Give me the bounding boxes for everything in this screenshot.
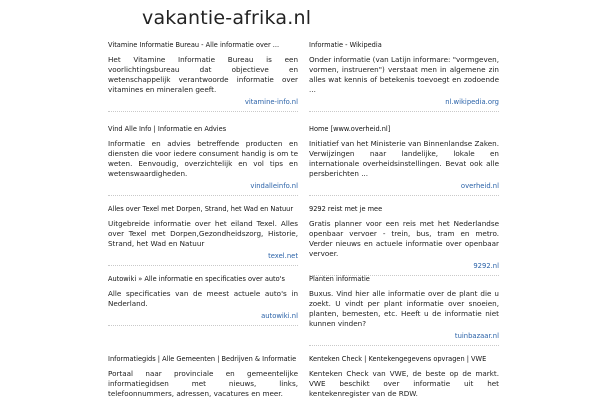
result-card	[309, 354, 499, 414]
result-link[interactable]: autowiki.nl	[261, 312, 298, 320]
result-card	[108, 40, 298, 124]
result-title[interactable]: Informatie - Wikipedia	[309, 41, 382, 49]
divider	[108, 195, 298, 196]
divider	[108, 325, 298, 326]
result-title[interactable]: Planten informatie	[309, 275, 370, 283]
divider	[108, 265, 298, 266]
result-description: Gratis planner voor een reis met het Nederlandse openbaar vervoer - trein, bus, tram en metro. Verder nieuws en actuele informatie over openbaar vervoer.	[309, 219, 499, 258]
result-description: Onder informatie (van Latijn informare: "vormgeven, vormen, instrueren") verstaat men in algemene zin alles wat kennis of betekenis toevoegt en zodoende ...	[309, 55, 499, 94]
result-title[interactable]: Vind Alle Info | Informatie en Advies	[108, 125, 227, 133]
result-title[interactable]: Vitamine Informatie Bureau - Alle informatie over ...	[108, 41, 280, 49]
result-title[interactable]: Kenteken Check | Kentekengegevens opvragen | VWE	[309, 355, 487, 363]
result-title[interactable]: 9292 reist met je mee	[309, 205, 383, 213]
result-title[interactable]: Home [www.overheid.nl]	[309, 125, 391, 133]
result-link[interactable]: 9292.nl	[473, 262, 499, 270]
result-link[interactable]: overheid.nl	[460, 182, 499, 190]
divider	[309, 345, 499, 346]
result-description: Informatie en advies betreffende producten en diensten die voor iedere consument handig is om te weten. Eenvoudig, overzichtelijk en vol tips en wetenswaardigheden.	[108, 139, 298, 178]
result-link[interactable]: texel.net	[268, 252, 298, 260]
result-card	[108, 204, 298, 274]
result-description: Buxus. Vind hier alle informatie over de plant die u zoekt. U vindt per plant informatie over snoeien, planten, bemesten, etc. Heeft u de informatie niet kunnen vinden?	[309, 289, 499, 328]
results-grid	[108, 40, 499, 414]
result-card	[309, 274, 499, 354]
result-description: Het Vitamine Informatie Bureau is een voorlichtingsbureau dat objectieve en wetenschappelijk verantwoorde informatie over vitamines en mineralen geeft.	[108, 55, 298, 94]
result-card	[108, 124, 298, 204]
result-card	[108, 354, 298, 414]
divider	[309, 111, 499, 112]
result-description: Alle specificaties van de meest actuele auto's in Nederland.	[108, 289, 298, 308]
result-description: Initiatief van het Ministerie van Binnenlandse Zaken. Verwijzingen naar landelijke, lokale en internationale overheidsinstellingen. Bevat ook alle persberichten ...	[309, 139, 499, 178]
result-description: Kenteken Check van VWE, de beste op de markt. VWE beschikt over informatie uit het kentekenregister van de RDW.	[309, 369, 499, 398]
site-title[interactable]: vakantie-afrika.nl	[142, 7, 312, 29]
result-title[interactable]: Informatiegids | Alle Gemeenten | Bedrijven & Informatie	[108, 355, 297, 363]
result-card	[309, 40, 499, 124]
result-link[interactable]: tuinbazaar.nl	[454, 332, 499, 340]
result-card	[108, 274, 298, 354]
divider	[108, 111, 298, 112]
result-link[interactable]: nl.wikipedia.org	[445, 98, 499, 106]
result-link[interactable]: vindalleinfo.nl	[250, 182, 298, 190]
result-description: Uitgebreide informatie over het eiland Texel. Alles over Texel met Dorpen,Gezondheidszorg, Historie, Strand, het Wad en Natuur	[108, 219, 298, 248]
result-link[interactable]: vitamine-info.nl	[244, 98, 298, 106]
result-description: Portaal naar provinciale en gemeentelijke informatiegidsen met nieuws, links, telefoonnummers, adressen, vacatures en meer.	[108, 369, 298, 398]
divider	[309, 195, 499, 196]
result-card	[309, 204, 499, 274]
result-title[interactable]: Alles over Texel met Dorpen, Strand, het Wad en Natuur	[108, 205, 294, 213]
result-card	[309, 124, 499, 204]
result-title[interactable]: Autowiki » Alle informatie en specificaties over auto's	[108, 275, 285, 283]
